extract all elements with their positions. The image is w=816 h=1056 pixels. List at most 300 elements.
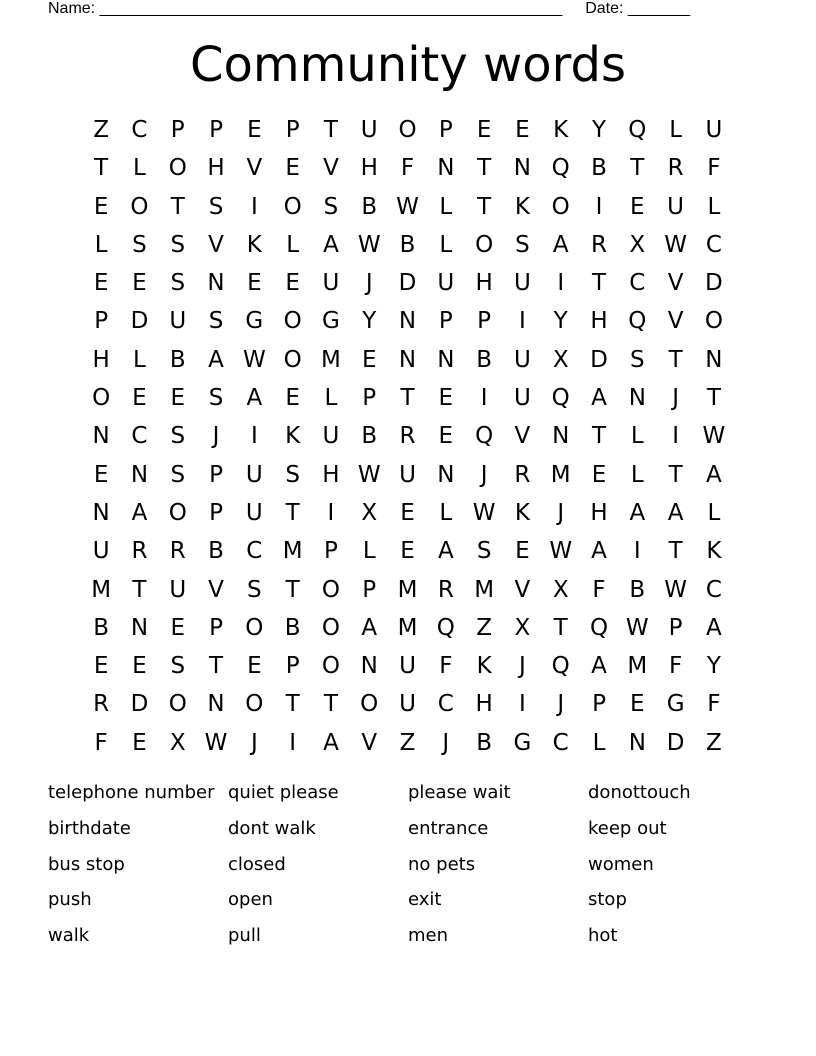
- grid-letter: E: [170, 385, 186, 412]
- grid-letter: B: [399, 231, 416, 258]
- grid-letter: B: [93, 614, 110, 641]
- grid-letter: Q: [551, 385, 570, 412]
- word-list-item: men: [408, 925, 449, 947]
- grid-letter: L: [94, 231, 108, 258]
- grid-letter: W: [702, 423, 726, 450]
- grid-letter: S: [170, 231, 186, 258]
- grid-letter: T: [400, 385, 415, 412]
- grid-letter: T: [706, 385, 721, 412]
- grid-letter: B: [476, 729, 492, 756]
- grid-letter: Z: [476, 614, 492, 641]
- word-list-item: pull: [228, 925, 261, 947]
- header: [48, 0, 690, 18]
- grid-letter: L: [707, 193, 721, 220]
- word-list-item: entrance: [408, 817, 489, 839]
- grid-letter: W: [664, 576, 687, 603]
- grid-letter: D: [130, 691, 149, 718]
- grid-letter: E: [170, 614, 186, 641]
- grid-letter: J: [212, 423, 220, 450]
- grid-letter: I: [519, 691, 526, 718]
- grid-letter: K: [706, 538, 722, 565]
- grid-letter: A: [629, 499, 646, 526]
- grid-letter: W: [625, 614, 649, 641]
- grid-letter: E: [361, 346, 377, 373]
- grid-letter: B: [361, 423, 378, 450]
- grid-letter: V: [514, 576, 531, 603]
- grid-letter: A: [706, 461, 722, 488]
- grid-letter: P: [477, 308, 492, 335]
- grid-letter: Q: [551, 155, 570, 182]
- grid-letter: S: [208, 385, 224, 412]
- grid-letter: O: [551, 193, 570, 220]
- grid-letter: C: [552, 729, 569, 756]
- grid-letter: Q: [628, 308, 647, 335]
- grid-letter: B: [361, 193, 378, 220]
- grid-letter: O: [475, 231, 494, 258]
- grid-letter: U: [322, 423, 340, 450]
- grid-letter: K: [553, 117, 569, 143]
- grid-letter: U: [705, 117, 723, 143]
- grid-letter: F: [94, 729, 108, 756]
- grid-letter: T: [477, 193, 492, 220]
- grid-letter: K: [285, 423, 301, 450]
- grid-letter: C: [246, 538, 263, 565]
- word-list-item: dont walk: [228, 817, 316, 839]
- grid-letter: H: [360, 155, 378, 182]
- word-list-item: push: [48, 889, 92, 911]
- grid-letter: H: [92, 346, 110, 373]
- grid-letter: D: [666, 729, 685, 756]
- grid-letter: Z: [706, 729, 722, 756]
- grid-letter: R: [169, 538, 186, 565]
- grid-letter: F: [592, 576, 606, 603]
- grid-letter: P: [209, 499, 223, 526]
- word-list-item: birthdate: [48, 817, 131, 839]
- grid-letter: O: [168, 691, 187, 718]
- grid-letter: T: [668, 461, 683, 488]
- grid-letter: Q: [628, 117, 647, 143]
- grid-letter: R: [667, 155, 684, 182]
- grid-letter: M: [627, 653, 648, 680]
- grid-letter: D: [705, 270, 723, 297]
- grid-letter: F: [707, 155, 721, 182]
- grid-letter: S: [208, 193, 224, 220]
- grid-letter: Y: [553, 308, 568, 335]
- grid-letter: H: [475, 270, 493, 297]
- grid-letter: T: [477, 155, 492, 182]
- grid-letter: E: [247, 117, 262, 143]
- grid-letter: T: [591, 270, 607, 297]
- grid-letter: Y: [591, 117, 607, 143]
- grid-letter: H: [590, 499, 608, 526]
- grid-letter: L: [707, 499, 721, 526]
- grid-letter: M: [282, 538, 303, 565]
- grid-letter: C: [437, 691, 454, 718]
- grid-letter: N: [628, 729, 646, 756]
- grid-letter: E: [247, 270, 262, 297]
- grid-letter: I: [672, 423, 679, 450]
- grid-letter: R: [591, 231, 607, 258]
- grid-letter: Z: [93, 117, 110, 143]
- grid-letter: P: [209, 614, 223, 641]
- grid-letter: F: [707, 691, 721, 718]
- grid-letter: N: [207, 270, 225, 297]
- word-list-item: closed: [228, 853, 286, 875]
- grid-letter: E: [285, 385, 300, 412]
- grid-letter: S: [323, 193, 339, 220]
- grid-letter: O: [245, 691, 264, 718]
- grid-letter: T: [285, 499, 300, 526]
- grid-letter: N: [628, 385, 646, 412]
- grid-letter: X: [169, 729, 186, 756]
- grid-letter: U: [360, 117, 378, 143]
- grid-letter: A: [131, 499, 148, 526]
- grid-letter: N: [360, 653, 378, 680]
- grid-letter: I: [250, 423, 258, 450]
- grid-letter: S: [170, 423, 186, 450]
- grid-letter: I: [519, 308, 526, 335]
- grid-letter: A: [361, 614, 378, 641]
- grid-letter: O: [168, 499, 187, 526]
- grid-letter: N: [130, 461, 149, 488]
- grid-letter: W: [357, 231, 381, 258]
- grid-letter: E: [132, 270, 147, 297]
- grid-letter: L: [439, 193, 453, 220]
- grid-letter: E: [93, 653, 109, 680]
- grid-letter: T: [285, 691, 300, 718]
- grid-letter: U: [245, 499, 263, 526]
- grid-letter: P: [438, 117, 453, 143]
- grid-letter: V: [667, 270, 684, 297]
- grid-letter: Y: [706, 653, 721, 680]
- grid-letter: H: [475, 691, 493, 718]
- grid-letter: L: [362, 538, 376, 565]
- grid-letter: A: [208, 346, 224, 373]
- word-list-item: women: [588, 853, 654, 875]
- grid-letter: T: [170, 193, 185, 220]
- grid-letter: E: [93, 270, 109, 297]
- grid-letter: T: [132, 576, 147, 603]
- grid-letter: E: [247, 653, 262, 680]
- grid-letter: I: [250, 193, 258, 220]
- grid-letter: E: [93, 461, 109, 488]
- grid-letter: E: [438, 385, 454, 412]
- word-list-item: hot: [588, 925, 618, 947]
- grid-letter: I: [595, 193, 603, 220]
- date-label: Date:: [585, 0, 624, 17]
- grid-letter: W: [664, 231, 687, 258]
- grid-letter: O: [283, 193, 302, 220]
- grid-letter: W: [242, 346, 266, 373]
- grid-letter: S: [476, 538, 492, 565]
- grid-letter: R: [93, 691, 110, 718]
- grid-letter: X: [629, 231, 646, 258]
- grid-letter: K: [476, 653, 492, 680]
- grid-letter: X: [552, 346, 569, 373]
- grid-letter: I: [557, 270, 565, 297]
- grid-letter: I: [633, 538, 641, 565]
- grid-letter: G: [513, 729, 532, 756]
- grid-letter: E: [515, 538, 530, 565]
- grid-letter: B: [591, 155, 607, 182]
- grid-letter: K: [514, 499, 530, 526]
- grid-letter: S: [515, 231, 530, 258]
- grid-letter: L: [669, 117, 683, 143]
- grid-letter: J: [442, 729, 450, 756]
- page-title: Community words: [189, 37, 627, 93]
- grid-letter: R: [131, 538, 148, 565]
- grid-letter: N: [437, 461, 455, 488]
- grid-letter: W: [396, 193, 419, 220]
- grid-letter: L: [324, 385, 338, 412]
- grid-letter: R: [437, 576, 454, 603]
- grid-letter: C: [131, 117, 148, 143]
- grid-letter: N: [552, 423, 570, 450]
- grid-letter: S: [170, 461, 186, 488]
- letter-grid: [82, 111, 733, 762]
- grid-letter: U: [437, 270, 455, 297]
- word-list-item: donottouch: [588, 782, 691, 803]
- grid-letter: U: [245, 461, 263, 488]
- grid-letter: N: [398, 346, 417, 373]
- grid-letter: D: [398, 270, 417, 297]
- grid-letter: A: [323, 231, 339, 258]
- grid-letter: H: [322, 461, 340, 488]
- grid-letter: S: [132, 231, 147, 258]
- grid-letter: B: [629, 576, 646, 603]
- grid-letter: Q: [589, 614, 609, 641]
- grid-letter: P: [209, 117, 223, 143]
- grid-letter: N: [513, 155, 532, 182]
- grid-letter: A: [667, 499, 684, 526]
- grid-letter: Y: [362, 308, 377, 335]
- grid-letter: L: [439, 499, 453, 526]
- word-list-item: stop: [588, 889, 627, 911]
- grid-letter: T: [630, 155, 645, 182]
- grid-letter: N: [92, 499, 110, 526]
- grid-letter: V: [323, 155, 339, 182]
- grid-letter: A: [246, 385, 263, 412]
- word-list-item: bus stop: [48, 853, 125, 875]
- grid-letter: T: [285, 576, 300, 603]
- grid-letter: A: [591, 538, 607, 565]
- grid-letter: B: [284, 614, 301, 641]
- grid-letter: Q: [551, 653, 570, 680]
- word-list-item: telephone number: [48, 782, 215, 803]
- grid-letter: Z: [399, 729, 416, 756]
- grid-letter: C: [629, 270, 646, 297]
- grid-letter: O: [704, 308, 723, 335]
- grid-letter: L: [630, 461, 644, 488]
- grid-letter: U: [399, 691, 416, 718]
- grid-letter: P: [323, 538, 338, 565]
- grid-letter: S: [285, 461, 300, 488]
- grid-letter: I: [327, 499, 335, 526]
- grid-letter: O: [283, 346, 302, 373]
- grid-letter: J: [557, 499, 565, 526]
- grid-letter: E: [132, 653, 147, 680]
- grid-letter: S: [630, 346, 645, 373]
- grid-letter: E: [476, 117, 492, 143]
- grid-letter: U: [399, 653, 416, 680]
- grid-letter: N: [437, 155, 455, 182]
- grid-letter: X: [514, 614, 531, 641]
- date-line: _______: [627, 0, 691, 17]
- grid-letter: E: [438, 423, 454, 450]
- grid-letter: K: [246, 231, 262, 258]
- grid-letter: M: [474, 576, 495, 603]
- grid-letter: R: [514, 461, 531, 488]
- grid-letter: J: [519, 653, 526, 680]
- grid-letter: E: [630, 691, 645, 718]
- grid-letter: S: [247, 576, 262, 603]
- grid-letter: O: [360, 691, 379, 718]
- grid-letter: V: [246, 155, 263, 182]
- grid-letter: S: [170, 270, 186, 297]
- grid-letter: W: [549, 538, 573, 565]
- grid-letter: N: [437, 346, 455, 373]
- grid-letter: W: [357, 461, 381, 488]
- grid-letter: D: [130, 308, 149, 335]
- word-list-item: please wait: [408, 782, 511, 803]
- grid-letter: J: [672, 385, 679, 412]
- word-list: [48, 775, 768, 954]
- grid-letter: G: [666, 691, 685, 718]
- grid-letter: O: [283, 308, 302, 335]
- grid-letter: U: [667, 193, 685, 220]
- grid-letter: K: [514, 193, 530, 220]
- word-list-item: quiet please: [228, 782, 339, 803]
- grid-letter: U: [513, 385, 531, 412]
- grid-letter: P: [362, 576, 377, 603]
- grid-letter: U: [92, 538, 110, 565]
- grid-letter: F: [668, 653, 683, 680]
- grid-letter: M: [397, 614, 418, 641]
- word-list-item: exit: [408, 889, 442, 911]
- grid-letter: U: [399, 461, 416, 488]
- grid-letter: B: [169, 346, 186, 373]
- grid-letter: U: [322, 270, 340, 297]
- grid-letter: J: [365, 270, 373, 297]
- grid-letter: C: [705, 576, 722, 603]
- grid-letter: P: [209, 461, 223, 488]
- grid-letter: S: [170, 653, 186, 680]
- grid-letter: I: [289, 729, 297, 756]
- grid-letter: O: [92, 385, 111, 412]
- grid-letter: V: [361, 729, 378, 756]
- grid-letter: J: [250, 729, 258, 756]
- grid-letter: P: [362, 385, 377, 412]
- grid-letter: C: [705, 231, 722, 258]
- grid-letter: G: [322, 308, 340, 335]
- grid-letter: R: [399, 423, 416, 450]
- grid-letter: U: [513, 270, 531, 297]
- grid-letter: M: [397, 576, 418, 603]
- grid-letter: Q: [436, 614, 455, 641]
- grid-letter: P: [668, 614, 683, 641]
- grid-letter: N: [207, 691, 225, 718]
- grid-letter: L: [630, 423, 644, 450]
- grid-letter: J: [480, 461, 488, 488]
- grid-letter: G: [245, 308, 264, 335]
- grid-letter: O: [168, 155, 187, 182]
- grid-letter: X: [552, 576, 569, 603]
- grid-letter: A: [552, 231, 569, 258]
- grid-letter: T: [668, 346, 683, 373]
- grid-letter: O: [245, 614, 264, 641]
- grid-letter: H: [207, 155, 225, 182]
- grid-letter: E: [132, 729, 147, 756]
- grid-letter: A: [591, 653, 607, 680]
- word-list-item: no pets: [408, 853, 476, 875]
- grid-letter: A: [706, 614, 722, 641]
- grid-letter: M: [91, 576, 112, 603]
- grid-letter: V: [208, 576, 224, 603]
- grid-letter: O: [321, 614, 340, 641]
- grid-letter: N: [705, 346, 723, 373]
- grid-letter: B: [208, 538, 224, 565]
- grid-letter: H: [590, 308, 608, 335]
- grid-letter: A: [323, 729, 339, 756]
- grid-letter: E: [285, 155, 300, 182]
- grid-letter: F: [400, 155, 415, 182]
- grid-letter: E: [93, 193, 109, 220]
- grid-letter: W: [472, 499, 496, 526]
- grid-letter: E: [132, 385, 147, 412]
- grid-letter: P: [285, 117, 300, 143]
- grid-letter: X: [361, 499, 378, 526]
- grid-letter: D: [590, 346, 608, 373]
- grid-letter: E: [400, 499, 415, 526]
- word-list-item: open: [228, 889, 273, 911]
- grid-letter: T: [668, 538, 683, 565]
- grid-letter: F: [439, 653, 453, 680]
- grid-letter: O: [130, 193, 149, 220]
- name-label: Name:: [48, 0, 96, 17]
- grid-letter: E: [285, 270, 300, 297]
- grid-letter: M: [321, 346, 341, 373]
- grid-letter: V: [667, 308, 684, 335]
- grid-letter: A: [591, 385, 607, 412]
- grid-letter: L: [286, 231, 300, 258]
- grid-letter: E: [630, 193, 645, 220]
- grid-letter: P: [170, 117, 185, 143]
- grid-letter: O: [398, 117, 417, 143]
- grid-letter: S: [208, 308, 224, 335]
- grid-letter: U: [513, 346, 531, 373]
- grid-letter: M: [550, 461, 571, 488]
- grid-letter: T: [323, 691, 338, 718]
- word-list-item: keep out: [588, 817, 667, 839]
- grid-letter: V: [514, 423, 531, 450]
- grid-letter: P: [94, 308, 109, 335]
- grid-letter: J: [557, 691, 565, 718]
- grid-letter: L: [439, 231, 453, 258]
- grid-letter: T: [323, 117, 338, 143]
- name-line: ____________________________________________________: [99, 0, 563, 17]
- grid-letter: E: [400, 538, 415, 565]
- grid-letter: W: [204, 729, 228, 756]
- grid-letter: O: [321, 576, 340, 603]
- grid-letter: P: [592, 691, 606, 718]
- grid-letter: A: [437, 538, 454, 565]
- grid-letter: O: [321, 653, 340, 680]
- grid-letter: Q: [475, 423, 494, 450]
- grid-letter: T: [209, 653, 224, 680]
- grid-letter: P: [438, 308, 453, 335]
- grid-letter: T: [94, 155, 109, 182]
- word-list-item: walk: [48, 925, 90, 947]
